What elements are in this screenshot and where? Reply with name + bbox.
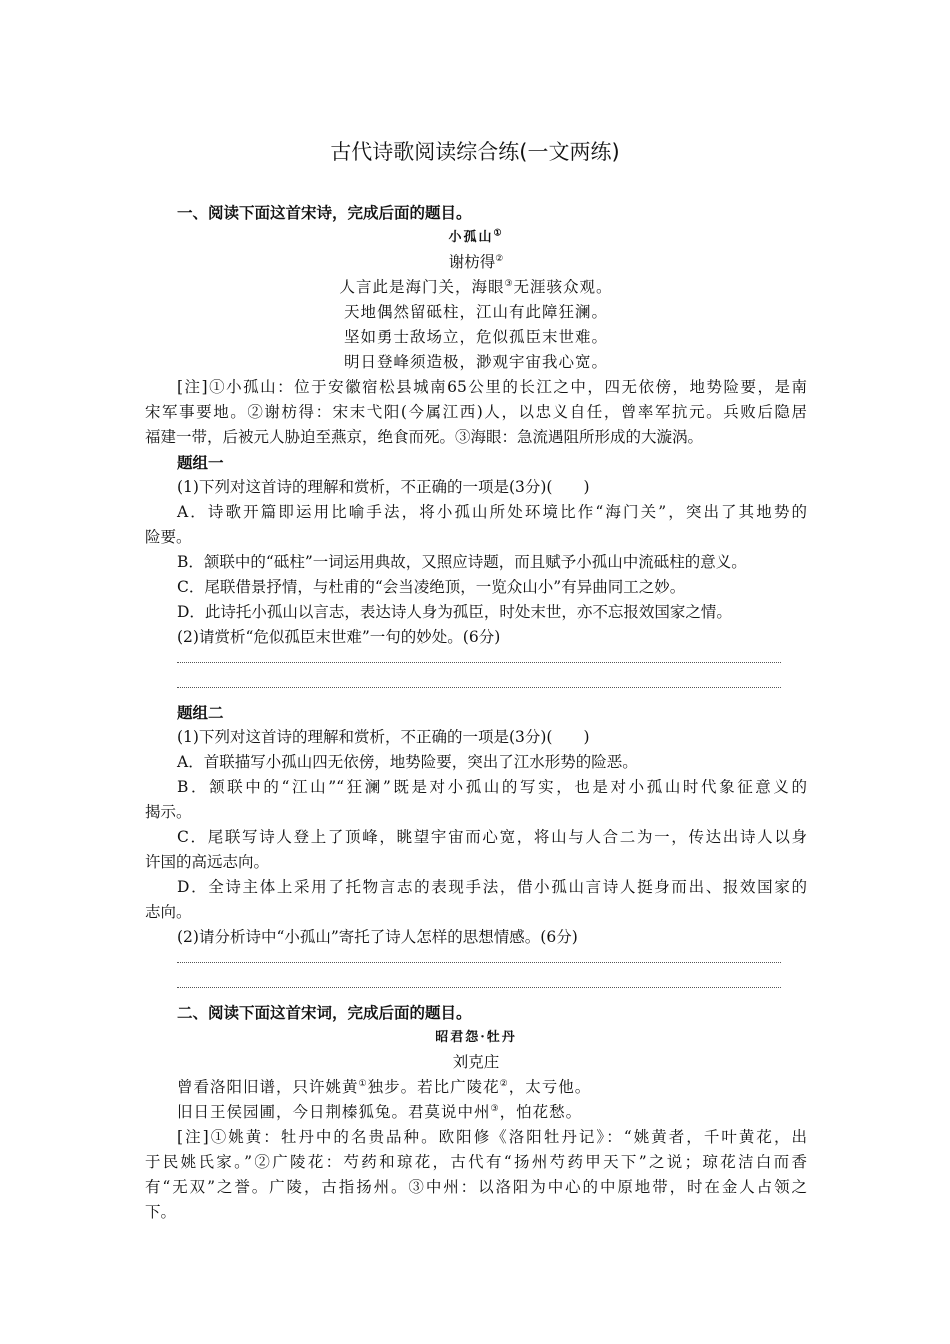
document-body xyxy=(145,200,807,1225)
section-2-heading: 二、阅读下面这首宋词，完成后面的题目。 xyxy=(177,1003,472,1022)
group-2-option-a: A．首联描写小孤山四无依傍，地势险要，突出了江水形势的险恶。 xyxy=(177,753,638,771)
poem-2-note-line-1: [注]①姚黄：牡丹中的名贵品种。欧阳修《洛阳牡丹记》：“姚黄者，千叶黄花，出 xyxy=(177,1128,807,1146)
group-2-question-1: (1)下列对这首诗的理解和赏析，不正确的一项是(3分)( ) xyxy=(177,728,590,746)
poem-1-line-3: 坚如勇士敌场立，危似孤臣末世难。 xyxy=(343,328,608,346)
poem-1-line-1: 人言此是海门关，海眼③无涯骇众观。 xyxy=(339,278,613,296)
poem-1-line-4: 明日登峰须造极，渺观宇宙我心宽。 xyxy=(343,353,608,371)
poem-2-line-2: 旧日王侯园圃，今日荆榛狐兔。君莫说中州③，怕花愁。 xyxy=(177,1103,583,1121)
group-2-question-2: (2)请分析诗中“小孤山”寄托了诗人怎样的思想情感。(6分) xyxy=(177,928,578,946)
group-1-label: 题组一 xyxy=(177,453,224,472)
group-2-label: 题组二 xyxy=(177,703,224,722)
section-1-heading: 一、阅读下面这首宋诗，完成后面的题目。 xyxy=(177,203,472,222)
answer-line[interactable] xyxy=(177,950,781,963)
group-2-option-b-line-2: 揭示。 xyxy=(145,803,192,821)
poem-1-author: 谢枋得② xyxy=(448,253,504,271)
group-2-option-c-line-2: 许国的高远志向。 xyxy=(145,853,270,871)
answer-line[interactable] xyxy=(177,650,781,663)
answer-line[interactable] xyxy=(177,975,781,988)
group-1-option-c: C．尾联借景抒情，与杜甫的“会当凌绝顶，一览众山小”有异曲同工之妙。 xyxy=(177,578,686,596)
page-title: 古代诗歌阅读综合练(一文两练) xyxy=(330,140,620,164)
poem-2-title: 昭君怨·牡丹 xyxy=(435,1030,517,1045)
group-2-option-d-line-2: 志向。 xyxy=(145,903,192,921)
group-1-option-b: B．颔联中的“砥柱”一词运用典故，又照应诗题，而且赋予小孤山中流砥柱的意义。 xyxy=(177,553,747,571)
group-2-option-c-line-1: C．尾联写诗人登上了顶峰，眺望宇宙而心宽，将山与人合二为一，传达出诗人以身 xyxy=(177,828,807,846)
poem-1-note-line-3: 福建一带，后被元人胁迫至燕京，绝食而死。③海眼：急流遇阻所形成的大漩涡。 xyxy=(145,428,704,446)
poem-2-note-line-3: 有“无双”之誉。广陵，古指扬州。③中州：以洛阳为中心的中原地带，时在金人占领之 xyxy=(145,1178,807,1196)
poem-1-note-line-2: 宋军事要地。②谢枋得：宋末弋阳(今属江西)人，以忠义自任，曾率军抗元。兵败后隐居 xyxy=(145,403,807,421)
poem-1-line-2: 天地偶然留砥柱，江山有此障狂澜。 xyxy=(343,303,608,321)
group-1-question-2: (2)请赏析“危似孤臣末世难”一句的妙处。(6分) xyxy=(177,628,501,646)
group-1-option-d: D．此诗托小孤山以言志，表达诗人身为孤臣，时处末世，亦不忘报效国家之情。 xyxy=(177,603,732,621)
poem-1-title: 小孤山① xyxy=(448,228,504,245)
poem-2-note-line-4: 下。 xyxy=(145,1203,177,1221)
group-2-option-b-line-1: B．颔联中的“江山”“狂澜”既是对小孤山的写实，也是对小孤山时代象征意义的 xyxy=(177,778,807,796)
group-1-option-a-line-1: A．诗歌开篇即运用比喻手法，将小孤山所处环境比作“海门关”，突出了其地势的 xyxy=(177,503,807,521)
poem-2-author: 刘克庄 xyxy=(452,1053,500,1071)
group-1-question-1: (1)下列对这首诗的理解和赏析，不正确的一项是(3分)( ) xyxy=(177,478,590,496)
poem-2-note-line-2: 于民姚氏家。”②广陵花：芍药和琼花，古代有“扬州芍药甲天下”之说；琼花洁白而香 xyxy=(145,1153,807,1171)
poem-1-note-line-1: [注]①小孤山：位于安徽宿松县城南65公里的长江之中，四无依傍，地势险要，是南 xyxy=(177,378,807,396)
poem-2-line-1: 曾看洛阳旧谱，只许姚黄①独步。若比广陵花②，太亏他。 xyxy=(177,1078,592,1096)
group-1-option-a-line-2: 险要。 xyxy=(145,528,192,546)
group-2-option-d-line-1: D．全诗主体上采用了托物言志的表现手法，借小孤山言诗人挺身而出、报效国家的 xyxy=(177,878,807,896)
answer-line[interactable] xyxy=(177,675,781,688)
